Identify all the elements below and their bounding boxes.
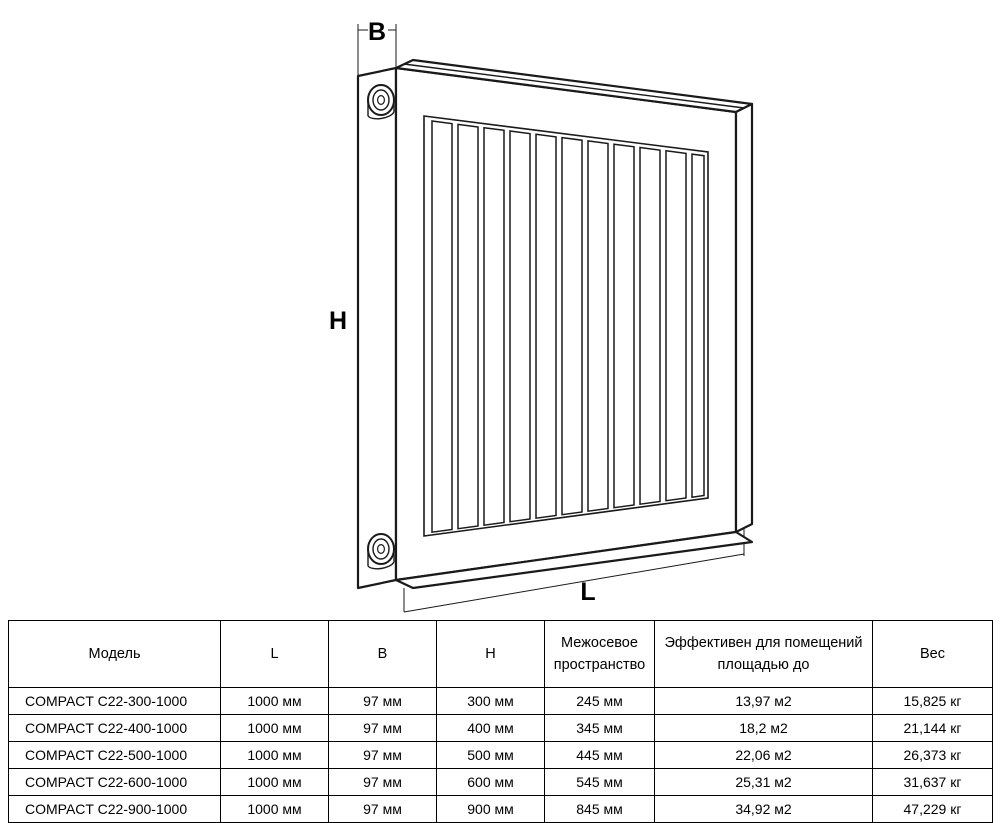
table-row: [9, 769, 993, 796]
cell-axis-spacing: 845 мм: [545, 796, 655, 823]
cell-height: 400 мм: [437, 715, 545, 742]
cell-model: COMPACT C22-400-1000: [9, 715, 221, 742]
cell-axis-spacing: 345 мм: [545, 715, 655, 742]
cell-length: 1000 мм: [221, 742, 329, 769]
cell-height: 600 мм: [437, 769, 545, 796]
cell-height: 300 мм: [437, 688, 545, 715]
dimension-label-h: H: [328, 307, 348, 335]
cell-weight: 15,825 кг: [873, 688, 993, 715]
header-effective-area-line2: площадью до: [717, 657, 810, 673]
header-length: L: [221, 621, 329, 688]
specification-table: [8, 620, 993, 823]
table-row: [9, 715, 993, 742]
cell-length: 1000 мм: [221, 769, 329, 796]
header-effective-area-line1: Эффективен для помещений: [664, 634, 863, 651]
header-axis-spacing-line1: Межосевое: [561, 634, 638, 651]
cell-model: COMPACT C22-600-1000: [9, 769, 221, 796]
header-effective-area: [655, 621, 873, 688]
cell-weight: 26,373 кг: [873, 742, 993, 769]
cell-effective-area: 25,31 м2: [655, 769, 873, 796]
cell-depth: 97 мм: [329, 769, 437, 796]
cell-depth: 97 мм: [329, 688, 437, 715]
cell-model: COMPACT C22-300-1000: [9, 688, 221, 715]
cell-weight: 21,144 кг: [873, 715, 993, 742]
table-row: [9, 688, 993, 715]
cell-height: 500 мм: [437, 742, 545, 769]
cell-depth: 97 мм: [329, 715, 437, 742]
cell-length: 1000 мм: [221, 688, 329, 715]
table-row: [9, 742, 993, 769]
header-model: Модель: [9, 621, 221, 688]
cell-height: 900 мм: [437, 796, 545, 823]
table-header-row: [9, 621, 993, 688]
specification-table-container: [8, 620, 992, 823]
cell-model: COMPACT C22-900-1000: [9, 796, 221, 823]
cell-depth: 97 мм: [329, 742, 437, 769]
dimension-label-b: B: [367, 18, 387, 46]
cell-effective-area: 13,97 м2: [655, 688, 873, 715]
cell-length: 1000 мм: [221, 715, 329, 742]
cell-axis-spacing: 545 мм: [545, 769, 655, 796]
cell-weight: 31,637 кг: [873, 769, 993, 796]
header-height: H: [437, 621, 545, 688]
cell-model: COMPACT C22-500-1000: [9, 742, 221, 769]
cell-effective-area: 22,06 м2: [655, 742, 873, 769]
cell-depth: 97 мм: [329, 796, 437, 823]
header-depth: B: [329, 621, 437, 688]
header-weight: Вес: [873, 621, 993, 688]
cell-axis-spacing: 245 мм: [545, 688, 655, 715]
cell-axis-spacing: 445 мм: [545, 742, 655, 769]
cell-effective-area: 18,2 м2: [655, 715, 873, 742]
cell-effective-area: 34,92 м2: [655, 796, 873, 823]
header-axis-spacing: [545, 621, 655, 688]
cell-weight: 47,229 кг: [873, 796, 993, 823]
header-axis-spacing-line2: пространство: [553, 657, 646, 673]
dimension-label-l: L: [580, 578, 596, 606]
table-row: [9, 796, 993, 823]
cell-length: 1000 мм: [221, 796, 329, 823]
